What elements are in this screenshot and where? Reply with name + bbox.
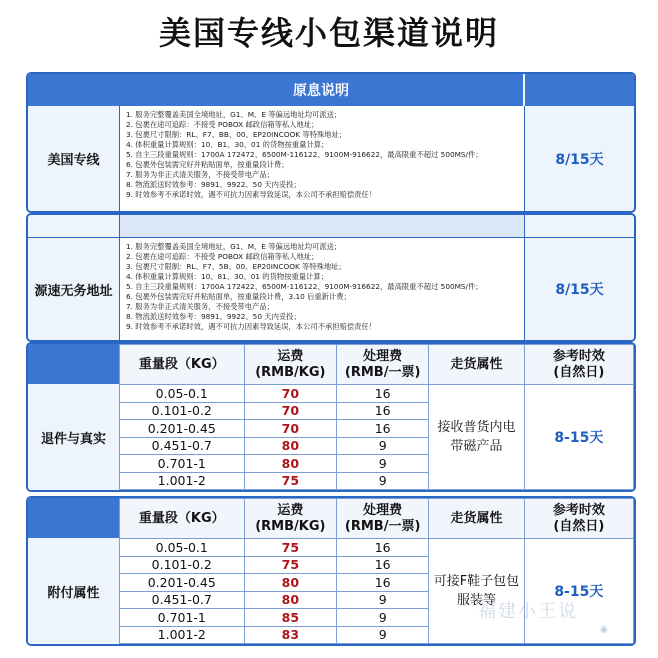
section-label: 附付属性 xyxy=(28,538,119,644)
notes-list xyxy=(119,106,525,211)
handling-cell: 16 xyxy=(337,556,429,574)
weight-cell: 0.451-0.7 xyxy=(120,437,245,455)
side-header-blank xyxy=(28,498,119,538)
note-line: 3. 包裹尺寸限制：RL、F7、5B、00、EP20INCOOK 等特殊地址； xyxy=(126,262,346,271)
fee-cell: 70 xyxy=(244,402,337,420)
section-header: 原息说明 xyxy=(119,74,523,106)
col-weight: 重量段（KG） xyxy=(120,345,245,385)
section-remote-address xyxy=(26,213,636,342)
section-label: 源速无务地址 xyxy=(28,238,119,340)
rate-table xyxy=(119,344,634,490)
weight-cell: 0.101-0.2 xyxy=(120,402,245,420)
side-header-blank xyxy=(28,344,119,384)
section-label: 美国专线 xyxy=(28,106,119,211)
note-line: 7. 服务为非正式清关服务，不接受带电产品； xyxy=(126,170,274,179)
note-line: 4. 体积重量计算规则：10、81、30、01 的货物按重量计算； xyxy=(126,272,328,281)
fee-cell: 75 xyxy=(244,472,337,490)
note-line: 2. 包裹在途可追踪：不接受 POBOX 邮政信箱等私人地址； xyxy=(126,252,319,261)
col-fee: 运费 (RMB/KG) xyxy=(244,345,337,385)
weight-cell: 0.05-0.1 xyxy=(120,539,245,557)
fee-cell: 85 xyxy=(244,609,337,627)
section-rate-table-2 xyxy=(26,496,636,646)
note-line: 9. 时效参考不承诺时效，遇不可抗力因素导致延误，本公司不承担赔偿责任！ xyxy=(126,190,377,199)
eta-cell: 8-15天 xyxy=(524,385,633,490)
eta-cell: 8-15天 xyxy=(524,539,633,644)
weight-cell: 1.001-2 xyxy=(120,626,245,644)
note-line: 8. 物流派送时效参考：9891、9922、50 天内妥投； xyxy=(126,312,301,321)
fee-cell: 80 xyxy=(244,591,337,609)
weight-cell: 0.05-0.1 xyxy=(120,385,245,403)
note-line: 4. 体积重量计算规则：10、B1、30、01 的货物按重量计算； xyxy=(126,140,329,149)
note-line: 6. 包裹外包装需完好并粘贴面单，按重量段计费，3.10 后重新计费； xyxy=(126,292,351,301)
col-handling: 处理费 (RMB/一票) xyxy=(337,345,429,385)
fee-cell: 80 xyxy=(244,455,337,473)
weight-cell: 0.201-0.45 xyxy=(120,574,245,592)
col-attr: 走货属性 xyxy=(429,345,524,385)
weight-cell: 0.451-0.7 xyxy=(120,591,245,609)
note-line: 1. 服务完整覆盖美国全境地址，G1、M、E 等偏远地址均可派送； xyxy=(126,110,342,119)
eta-value: 8/15天 xyxy=(525,106,634,211)
fee-cell: 75 xyxy=(244,556,337,574)
note-line: 3. 包裹尺寸限制：RL、F7、BB、00、EP20INCOOK 等特殊地址； xyxy=(126,130,347,139)
fee-cell: 70 xyxy=(244,385,337,403)
weight-cell: 0.101-0.2 xyxy=(120,556,245,574)
weight-cell: 0.701-1 xyxy=(120,455,245,473)
handling-cell: 9 xyxy=(337,437,429,455)
table-row xyxy=(120,385,634,403)
weight-cell: 0.201-0.45 xyxy=(120,420,245,438)
note-line: 5. 自主三段重量规则：1700A 172472、6500M-116122、9100M-916622，最高限重不超过 500MS/件； xyxy=(126,150,483,159)
watermark-icon: ◉ xyxy=(600,625,608,635)
col-attr: 走货属性 xyxy=(429,499,524,539)
col-weight: 重量段（KG） xyxy=(120,499,245,539)
header-strip-right xyxy=(525,215,634,237)
section-label: 退件与真实 xyxy=(28,384,119,490)
table-row xyxy=(120,539,634,557)
eta-value: 8/15天 xyxy=(525,238,634,340)
handling-cell: 9 xyxy=(337,455,429,473)
note-line: 5. 自主三段重量规则：1700A 172422、6500M-116122、9100M-916622，最高限重不超过 500MS/件； xyxy=(126,282,483,291)
page-title: 美国专线小包渠道说明 xyxy=(158,14,499,52)
col-handling: 处理费 (RMB/一票) xyxy=(337,499,429,539)
handling-cell: 16 xyxy=(337,420,429,438)
header-right-blank xyxy=(525,74,634,106)
header-strip xyxy=(119,215,525,237)
section-us-line xyxy=(26,72,636,213)
note-line: 1. 服务完整覆盖美国全境地址，G1、M、E 等偏远地址均可派送； xyxy=(126,242,342,251)
note-line: 7. 服务为非正式清关服务，不接受带电产品； xyxy=(126,302,274,311)
attr-cell: 可接F鞋子包包 服装等 xyxy=(429,539,524,644)
notes-list xyxy=(119,238,525,340)
fee-cell: 75 xyxy=(244,539,337,557)
header-left-blank xyxy=(28,74,119,106)
section-label-blank xyxy=(28,215,119,237)
weight-cell: 0.701-1 xyxy=(120,609,245,627)
fee-cell: 80 xyxy=(244,437,337,455)
handling-cell: 9 xyxy=(337,609,429,627)
fee-cell: 83 xyxy=(244,626,337,644)
handling-cell: 9 xyxy=(337,591,429,609)
col-eta: 参考时效 (自然日) xyxy=(524,345,633,385)
note-line: 8. 物流派送时效参考：9891、9922、50 天内妥投； xyxy=(126,180,301,189)
handling-cell: 16 xyxy=(337,402,429,420)
note-line: 6. 包裹外包装需完好并粘贴面单，按重量段计费； xyxy=(126,160,289,169)
fee-cell: 70 xyxy=(244,420,337,438)
watermark: 福建小王说 xyxy=(478,601,578,622)
handling-cell: 9 xyxy=(337,626,429,644)
handling-cell: 9 xyxy=(337,472,429,490)
handling-cell: 16 xyxy=(337,539,429,557)
fee-cell: 80 xyxy=(244,574,337,592)
handling-cell: 16 xyxy=(337,385,429,403)
col-eta: 参考时效 (自然日) xyxy=(524,499,633,539)
attr-cell: 接收普货内电 带磁产品 xyxy=(429,385,524,490)
col-fee: 运费 (RMB/KG) xyxy=(244,499,337,539)
note-line: 9. 时效参考不承诺时效，遇不可抗力因素导致延误，本公司不承担赔偿责任！ xyxy=(126,322,377,331)
weight-cell: 1.001-2 xyxy=(120,472,245,490)
section-rate-table-1 xyxy=(26,342,636,492)
note-line: 2. 包裹在途可追踪：不接受 POBOX 邮政信箱等私人地址； xyxy=(126,120,319,129)
handling-cell: 16 xyxy=(337,574,429,592)
